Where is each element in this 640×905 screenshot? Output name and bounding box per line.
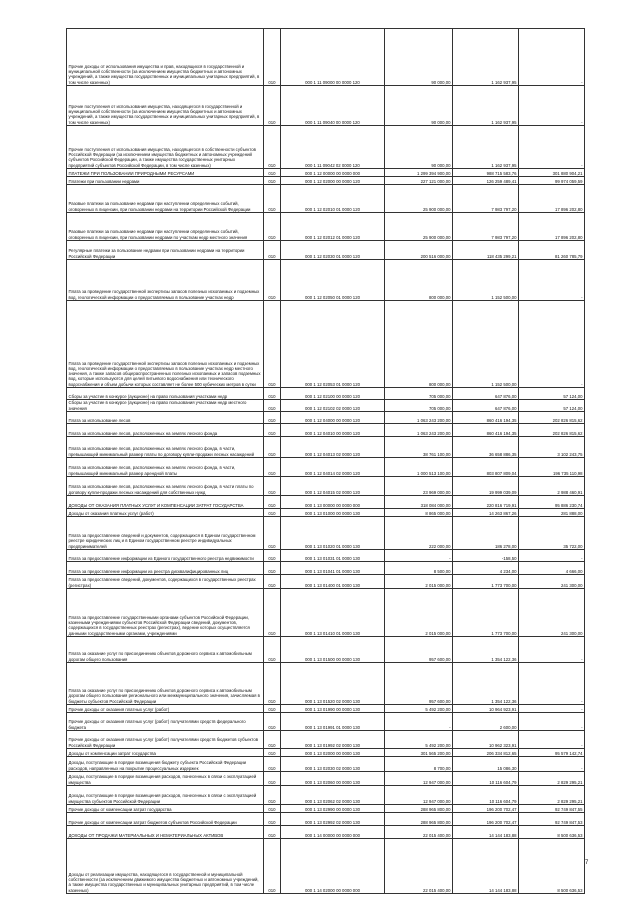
unexecuted-amount: -	[519, 713, 585, 731]
executed-amount: 10 962 323,91	[453, 731, 519, 749]
unexecuted-amount: 4 666,00	[519, 562, 585, 575]
row-kbk: 000 1 13 01400 01 0000 130	[281, 575, 385, 589]
row-name: Доходы, поступающие в порядке возмещения расходов, понесенных в связи с эксплуатацией имущества субъектов Российской Федерации	[67, 786, 264, 805]
executed-amount: 1 773 700,00	[453, 575, 519, 589]
row-code: 010	[264, 757, 281, 772]
row-kbk: 000 1 13 01031 01 0000 130	[281, 550, 385, 562]
approved-amount: 800 000,00	[385, 301, 453, 388]
row-kbk: 000 1 13 01410 01 0000 130	[281, 589, 385, 637]
row-kbk: 000 1 13 01990 00 0000 130	[281, 705, 385, 713]
table-row	[67, 705, 585, 713]
unexecuted-amount: -	[519, 126, 585, 169]
row-kbk: 000 1 11 09042 02 0000 120	[281, 126, 385, 169]
row-kbk: 000 1 12 02000 00 0000 120	[281, 177, 385, 185]
approved-amount: -	[385, 550, 453, 562]
approved-amount: 318 084 000,00	[385, 496, 453, 509]
row-name: Платежи при пользовании недрами	[67, 177, 264, 185]
row-code: 010	[264, 301, 281, 388]
approved-amount: 8 865 000,00	[385, 509, 453, 517]
row-kbk: 000 1 12 04015 02 0000 120	[281, 477, 385, 496]
row-name: Доходы, поступающие в порядке возмещения расходов, понесенных в связи с эксплуатацией имущества	[67, 772, 264, 786]
table-row	[67, 772, 585, 786]
unexecuted-amount: 301 880 904,21	[519, 169, 585, 177]
table-row	[67, 663, 585, 705]
unexecuted-amount: -	[519, 705, 585, 713]
unexecuted-amount: 241 300,00	[519, 589, 585, 637]
executed-amount: 988 715 583,76	[453, 169, 519, 177]
row-name: Прочие доходы от оказания платных услуг (работ) получателями средств федерального бюджета	[67, 713, 264, 731]
row-name: Прочие доходы от оказания платных услуг (работ)	[67, 705, 264, 713]
row-kbk: 000 1 13 01520 02 0000 130	[281, 663, 385, 705]
row-code: 010	[264, 786, 281, 805]
row-code: 010	[264, 517, 281, 550]
unexecuted-amount: -	[519, 301, 585, 388]
approved-amount: 957 600,00	[385, 663, 453, 705]
table-row	[67, 589, 585, 637]
row-kbk: 000 1 13 01992 02 0000 130	[281, 731, 385, 749]
row-name: Регулярные платежи за пользование недрами при пользовании недрами на территории Российской Федерации	[67, 241, 264, 260]
executed-amount: 1 354 122,36	[453, 663, 519, 705]
row-kbk: 000 1 14 00000 00 0000 000	[281, 826, 385, 839]
table-row	[67, 575, 585, 589]
row-name: Плата за использование лесов, расположенных на землях лесного фонда, в части, превышающей минимальный размер платы по договору купли-продажи лесных насаждений	[67, 437, 264, 458]
row-name: ДОХОДЫ ОТ ОКАЗАНИЯ ПЛАТНЫХ УСЛУГ И КОМПЕНСАЦИИ ЗАТРАТ ГОСУДАРСТВА	[67, 496, 264, 509]
row-kbk: 000 1 13 01041 01 0000 130	[281, 562, 385, 575]
row-kbk: 000 1 12 02053 01 0000 120	[281, 301, 385, 388]
approved-amount: 1 063 243 200,00	[385, 412, 453, 424]
executed-amount: -158,50	[453, 550, 519, 562]
approved-amount: -	[385, 713, 453, 731]
executed-amount: 10 964 923,91	[453, 705, 519, 713]
row-code: 010	[264, 126, 281, 169]
row-code: 010	[264, 412, 281, 424]
table-row	[67, 805, 585, 813]
row-code: 010	[264, 589, 281, 637]
executed-amount: 126 259 489,41	[453, 177, 519, 185]
row-name: Плата за проведение государственной экспертизы запасов полезных ископаемых и подземных вод, геологической информации о предоставляемых в пользование участках недр местного значения, а также запасов общераспространенных полезных ископаемых и запасов подземных вод, которые используются для целей питьевого водоснабжения или технического водоснабжения и объем добычи которых составляет не более 500 кубических метров в сутки	[67, 301, 264, 388]
approved-amount: 12 947 000,00	[385, 786, 453, 805]
unexecuted-amount: 17 896 202,80	[519, 185, 585, 213]
unexecuted-amount: 95 579 142,74	[519, 749, 585, 757]
unexecuted-amount: -	[519, 731, 585, 749]
row-name: Прочие доходы от компенсации затрат бюджетов субъектов Российской Федерации	[67, 813, 264, 826]
approved-amount: 2 015 000,00	[385, 575, 453, 589]
unexecuted-amount: 57 124,00	[519, 400, 585, 412]
executed-amount: 19 999 039,09	[453, 477, 519, 496]
executed-amount: 118 435 299,21	[453, 241, 519, 260]
approved-amount: 800 000,00	[385, 260, 453, 301]
unexecuted-amount: 95 886 230,74	[519, 496, 585, 509]
unexecuted-amount: -	[519, 86, 585, 126]
row-code: 010	[264, 705, 281, 713]
row-kbk: 000 1 13 00000 00 0000 000	[281, 496, 385, 509]
approved-amount: 25 900 000,00	[385, 185, 453, 213]
unexecuted-amount: 281 888,00	[519, 509, 585, 517]
row-kbk: 000 1 12 02102 02 0000 120	[281, 400, 385, 412]
table-row	[67, 757, 585, 772]
row-kbk: 000 1 13 02992 02 0000 130	[281, 813, 385, 826]
executed-amount: 220 816 719,91	[453, 496, 519, 509]
row-name: Плата за оказание услуг по присоединению объектов дорожного сервиса к автомобильным дорогам общего пользования регионального или межмуниципального значения, зачисляемая в бюджеты субъектов Российской Федерации	[67, 663, 264, 705]
executed-amount: 14 263 867,26	[453, 509, 519, 517]
row-kbk: 000 1 12 02050 01 0000 120	[281, 260, 385, 301]
executed-amount: 1 152 500,00	[453, 301, 519, 388]
executed-amount: 1 162 937,95	[453, 126, 519, 169]
row-name: Плата за предоставление информации из Единого государственного реестра недвижимости	[67, 550, 264, 562]
table-row	[67, 517, 585, 550]
approved-amount: 8 700,00	[385, 757, 453, 772]
unexecuted-amount: 81 260 785,79	[519, 241, 585, 260]
row-name: Сборы за участие в конкурсе (аукционе) на право пользования участками недр	[67, 388, 264, 400]
row-kbk: 000 1 12 04013 02 0000 120	[281, 437, 385, 458]
approved-amount: 705 000,00	[385, 388, 453, 400]
row-name: Разовые платежи за пользование недрами при наступлении определенных событий, оговоренных в лицензии, при пользовании недрами на территории Российской Федерации	[67, 185, 264, 213]
row-kbk: 000 1 13 01020 01 0000 130	[281, 517, 385, 550]
approved-amount: 301 565 200,00	[385, 749, 453, 757]
approved-amount: 22 015 400,00	[385, 839, 453, 894]
row-kbk: 000 1 12 02030 01 0000 120	[281, 241, 385, 260]
executed-amount: 10 116 604,79	[453, 772, 519, 786]
executed-amount: 2 600,00	[453, 713, 519, 731]
table-row	[67, 458, 585, 477]
unexecuted-amount: -	[519, 550, 585, 562]
approved-amount: 288 965 800,00	[385, 805, 453, 813]
row-code: 010	[264, 749, 281, 757]
row-name: Плата за использование лесов, расположенных на землях лесного фонда, в части, превышающей минимальный размер арендной платы	[67, 458, 264, 477]
executed-amount: 1 152 500,00	[453, 260, 519, 301]
row-code: 010	[264, 805, 281, 813]
row-code: 010	[264, 663, 281, 705]
table-row	[67, 169, 585, 177]
table-row	[67, 86, 585, 126]
executed-amount: 206 334 812,65	[453, 749, 519, 757]
unexecuted-amount: -	[519, 663, 585, 705]
row-kbk: 000 1 12 04010 00 0000 120	[281, 424, 385, 437]
table-row	[67, 749, 585, 757]
unexecuted-amount: 8 500 636,53	[519, 826, 585, 839]
approved-amount: 38 761 100,00	[385, 437, 453, 458]
row-kbk: 000 1 12 04014 02 0000 120	[281, 458, 385, 477]
unexecuted-amount: 92 749 847,55	[519, 805, 585, 813]
unexecuted-amount: 2 988 460,91	[519, 477, 585, 496]
approved-amount: 1 000 513 100,00	[385, 458, 453, 477]
table-row	[67, 241, 585, 260]
table-row	[67, 813, 585, 826]
row-kbk: 000 1 13 01500 00 0000 130	[281, 637, 385, 663]
row-kbk: 000 1 13 02990 00 0000 130	[281, 805, 385, 813]
approved-amount: 22 015 400,00	[385, 826, 453, 839]
executed-amount: 36 658 886,35	[453, 437, 519, 458]
table-row	[67, 412, 585, 424]
executed-amount: 196 200 702,47	[453, 805, 519, 813]
unexecuted-amount: 3 102 243,75	[519, 437, 585, 458]
executed-amount: 1 162 937,95	[453, 86, 519, 126]
approved-amount: 12 947 000,00	[385, 772, 453, 786]
row-name: Плата за предоставление сведений, документов, содержащихся в государственных реестрах (регистрах)	[67, 575, 264, 589]
row-kbk: 000 1 12 02010 01 0000 120	[281, 185, 385, 213]
executed-amount: 186 278,00	[453, 517, 519, 550]
row-name: Плата за использование лесов	[67, 412, 264, 424]
unexecuted-amount: 57 124,00	[519, 388, 585, 400]
row-code: 010	[264, 477, 281, 496]
row-kbk: 000 1 13 02030 02 0000 130	[281, 757, 385, 772]
unexecuted-amount: 99 974 059,59	[519, 177, 585, 185]
approved-amount: 2 015 000,00	[385, 589, 453, 637]
row-code: 010	[264, 826, 281, 839]
table-row	[67, 477, 585, 496]
row-code: 010	[264, 637, 281, 663]
unexecuted-amount: -	[519, 757, 585, 772]
row-code: 010	[264, 437, 281, 458]
executed-amount: 860 416 194,35	[453, 412, 519, 424]
table-row	[67, 437, 585, 458]
executed-amount: 1 354 122,36	[453, 637, 519, 663]
row-code: 010	[264, 29, 281, 86]
executed-amount: 647 876,00	[453, 400, 519, 412]
table-row	[67, 562, 585, 575]
table-row	[67, 424, 585, 437]
table-row	[67, 260, 585, 301]
row-code: 010	[264, 562, 281, 575]
table-row	[67, 388, 585, 400]
unexecuted-amount: -	[519, 29, 585, 86]
table-row	[67, 177, 585, 185]
unexecuted-amount: 196 735 110,98	[519, 458, 585, 477]
page-number: 7	[585, 860, 589, 866]
row-name: Плата за оказание услуг по присоединению объектов дорожного сервиса к автомобильным дорогам общего пользования	[67, 637, 264, 663]
row-code: 010	[264, 550, 281, 562]
approved-amount: 25 900 000,00	[385, 213, 453, 241]
approved-amount: 1 063 243 200,00	[385, 424, 453, 437]
row-code: 010	[264, 388, 281, 400]
row-code: 010	[264, 185, 281, 213]
unexecuted-amount: 8 500 636,53	[519, 839, 585, 894]
approved-amount: 227 121 000,00	[385, 177, 453, 185]
executed-amount: 14 144 183,88	[453, 839, 519, 894]
approved-amount: 200 516 000,00	[385, 241, 453, 260]
row-code: 010	[264, 177, 281, 185]
row-kbk: 000 1 13 02062 02 0000 130	[281, 786, 385, 805]
approved-amount: 5 492 200,00	[385, 731, 453, 749]
row-name: Плата за использование лесов, расположенных на землях лесного фонда	[67, 424, 264, 437]
row-name: Прочие доходы от оказания платных услуг (работ) получателями средств бюджетов субъектов Российской Федерации	[67, 731, 264, 749]
row-name: Плата за предоставление информации из реестра дисквалифицированных лиц	[67, 562, 264, 575]
row-name: Плата за использование лесов, расположенных на землях лесного фонда, в части платы по договору купли-продажи лесных насаждений для собственных нужд	[67, 477, 264, 496]
executed-amount: 14 144 183,88	[453, 826, 519, 839]
unexecuted-amount: -	[519, 260, 585, 301]
row-name: Доходы от реализации имущества, находящегося в государственной и муниципальной собственности (за исключением движимого имущества бюджетных и автономных учреждений, а также имущества государственных и муниципальных унитарных предприятий, в том числе казенных)	[67, 839, 264, 894]
row-kbk: 000 1 13 02000 00 0000 130	[281, 749, 385, 757]
unexecuted-amount: 92 749 847,53	[519, 813, 585, 826]
row-kbk: 000 1 13 01000 00 0000 130	[281, 509, 385, 517]
table-row	[67, 126, 585, 169]
executed-amount: 803 807 809,04	[453, 458, 519, 477]
table-row	[67, 509, 585, 517]
approved-amount: 8 500,00	[385, 562, 453, 575]
unexecuted-amount: 241 300,00	[519, 575, 585, 589]
executed-amount: 7 983 797,20	[453, 185, 519, 213]
row-name: Прочие доходы от использования имущества и прав, находящихся в государственной и муниципальной собственности (за исключением имущества бюджетных и автономных учреждений, а также имущества государственных и муниципальных унитарных предприятий, в том числе казенных)	[67, 29, 264, 86]
unexecuted-amount: 2 829 295,21	[519, 786, 585, 805]
executed-amount: 10 116 604,79	[453, 786, 519, 805]
executed-amount: 7 983 797,20	[453, 213, 519, 241]
row-name: Доходы, поступающие в порядке возмещения бюджету субъекта Российской Федерации расходов, направленных на покрытие процессуальных издержек	[67, 757, 264, 772]
approved-amount: 90 000,00	[385, 86, 453, 126]
row-name: Плата за предоставление государственными органами субъектов Российской Федерации, казенными учреждениями субъектов Российской Федерации сведений, документов, содержащихся в государственных реестрах (регистрах), ведение которых осуществляется данными государственными органами, учреждениями	[67, 589, 264, 637]
executed-amount: 196 200 702,47	[453, 813, 519, 826]
row-code: 010	[264, 731, 281, 749]
row-kbk: 000 1 12 02100 00 0000 120	[281, 388, 385, 400]
row-code: 010	[264, 458, 281, 477]
budget-execution-table	[66, 28, 585, 894]
table-row	[67, 786, 585, 805]
row-kbk: 000 1 12 02012 01 0000 120	[281, 213, 385, 241]
unexecuted-amount: -	[519, 637, 585, 663]
unexecuted-amount: 202 826 815,62	[519, 424, 585, 437]
row-code: 010	[264, 813, 281, 826]
table-row	[67, 185, 585, 213]
executed-amount: 1 162 937,95	[453, 29, 519, 86]
approved-amount: 90 000,00	[385, 29, 453, 86]
table-row	[67, 826, 585, 839]
approved-amount: 222 000,00	[385, 517, 453, 550]
row-code: 010	[264, 86, 281, 126]
row-kbk: 000 1 14 02000 00 0000 000	[281, 839, 385, 894]
row-name: Плата за предоставление сведений и документов, содержащихся в Едином государственном реестре юридических лиц и в Едином государственном реестре индивидуальных предпринимателей	[67, 517, 264, 550]
table-row	[67, 550, 585, 562]
row-code: 010	[264, 169, 281, 177]
row-code: 010	[264, 509, 281, 517]
row-code: 010	[264, 213, 281, 241]
approved-amount: 5 492 200,00	[385, 705, 453, 713]
row-code: 010	[264, 772, 281, 786]
row-kbk: 000 1 12 00000 00 0000 000	[281, 169, 385, 177]
executed-amount: 4 234,00	[453, 562, 519, 575]
table-row	[67, 213, 585, 241]
approved-amount: 23 969 000,00	[385, 477, 453, 496]
row-name: ПЛАТЕЖИ ПРИ ПОЛЬЗОВАНИИ ПРИРОДНЫМИ РЕСУРСАМИ	[67, 169, 264, 177]
executed-amount: 1 773 700,00	[453, 589, 519, 637]
table-row	[67, 731, 585, 749]
row-code: 010	[264, 839, 281, 894]
unexecuted-amount: 202 826 815,62	[519, 412, 585, 424]
row-name: Доходы от оказания платных услуг (работ)	[67, 509, 264, 517]
approved-amount: 705 000,00	[385, 400, 453, 412]
unexecuted-amount: 35 722,00	[519, 517, 585, 550]
unexecuted-amount: 2 829 295,21	[519, 772, 585, 786]
row-name: Прочие поступления от использования имущества, находящегося в собственности субъектов Российской Федерации (за исключением имущества бюджетных и автономных учреждений субъектов Российской Федерации, а также имущества государственных унитарных предприятий субъектов Российской Федерации, в том числе казенных)	[67, 126, 264, 169]
unexecuted-amount: 17 896 202,80	[519, 213, 585, 241]
executed-amount: 860 416 194,35	[453, 424, 519, 437]
table-row	[67, 713, 585, 731]
table-row	[67, 301, 585, 388]
row-code: 010	[264, 424, 281, 437]
approved-amount: 288 965 800,00	[385, 813, 453, 826]
row-name: Прочие доходы от компенсации затрат государства	[67, 805, 264, 813]
row-code: 010	[264, 400, 281, 412]
row-name: Доходы от компенсации затрат государства	[67, 749, 264, 757]
row-kbk: 000 1 11 09000 00 0000 120	[281, 29, 385, 86]
row-code: 010	[264, 575, 281, 589]
row-name: ДОХОДЫ ОТ ПРОДАЖИ МАТЕРИАЛЬНЫХ И НЕМАТЕРИАЛЬНЫХ АКТИВОВ	[67, 826, 264, 839]
row-kbk: 000 1 11 09040 00 0000 120	[281, 86, 385, 126]
executed-amount: 647 876,00	[453, 388, 519, 400]
row-code: 010	[264, 713, 281, 731]
row-kbk: 000 1 13 02060 00 0000 130	[281, 772, 385, 786]
table-row	[67, 637, 585, 663]
row-code: 010	[264, 241, 281, 260]
row-name: Сборы за участие в конкурсе (аукционе) на право пользования участками недр местного значения	[67, 400, 264, 412]
table-row	[67, 29, 585, 86]
table-row	[67, 839, 585, 894]
row-name: Плата за проведение государственной экспертизы запасов полезных ископаемых и подземных вод, геологической информации о предоставляемых в пользование участках недр	[67, 260, 264, 301]
approved-amount: 1 299 394 900,00	[385, 169, 453, 177]
row-kbk: 000 1 12 04000 00 0000 120	[281, 412, 385, 424]
row-code: 010	[264, 260, 281, 301]
executed-amount: 15 086,30	[453, 757, 519, 772]
table-row	[67, 400, 585, 412]
table-row	[67, 496, 585, 509]
approved-amount: 90 000,00	[385, 126, 453, 169]
approved-amount: 957 600,00	[385, 637, 453, 663]
row-code: 010	[264, 496, 281, 509]
row-name: Прочие поступления от использования имущества, находящегося в государственной и муниципальной собственности (за исключением имущества бюджетных и автономных учреждений, а также имущества государственных и муниципальных унитарных предприятий, в том числе казенных)	[67, 86, 264, 126]
row-kbk: 000 1 13 01991 01 0000 130	[281, 713, 385, 731]
row-name: Разовые платежи за пользование недрами при наступлении определенных событий, оговоренных в лицензии, при пользовании недрами по участкам недр местного значения	[67, 213, 264, 241]
